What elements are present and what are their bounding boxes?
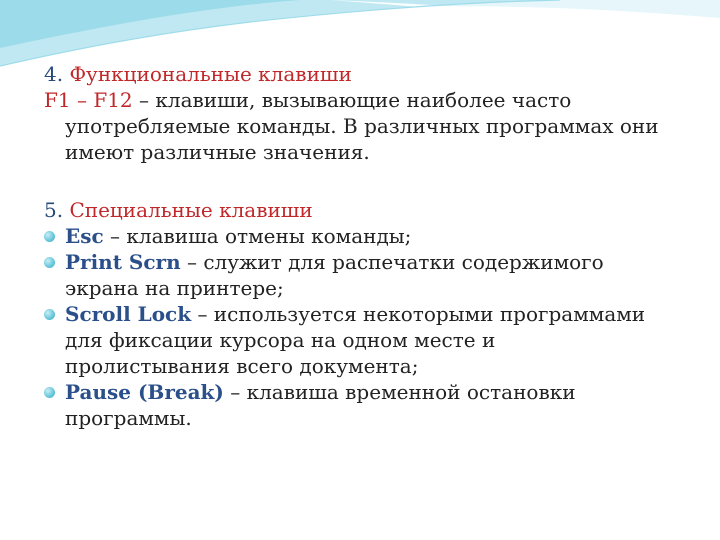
key-description-continued: экрана на принтере;: [65, 276, 284, 300]
bullet-icon: [44, 387, 55, 398]
section-4-line-1: [44, 87, 694, 113]
key-description: – клавиша временной остановки: [223, 380, 576, 404]
key-description-continued: программы.: [65, 406, 192, 430]
section-4-text-1: – клавиши, вызывающие наиболее часто: [132, 88, 572, 112]
list-item-print-scrn: [44, 249, 694, 275]
list-item-pause-break: [44, 379, 694, 405]
key-description: – служит для распечатки содержимого: [180, 250, 604, 274]
section-4-number: 4.: [44, 62, 64, 86]
key-term: Print Scrn: [65, 250, 181, 274]
section-spacer: [44, 165, 694, 197]
section-5-title: Специальные клавиши: [69, 198, 313, 222]
bullet-icon: [44, 309, 55, 320]
list-item-scroll-lock: [44, 301, 694, 327]
list-item-esc: [44, 223, 694, 249]
bullet-icon: [44, 257, 55, 268]
section-5-heading: [44, 197, 694, 223]
key-description-continued: пролистывания всего документа;: [65, 354, 419, 378]
key-description: – используется некоторыми программами: [191, 302, 646, 326]
bullet-icon: [44, 231, 55, 242]
section-4-heading: [44, 61, 694, 87]
key-term: Scroll Lock: [65, 302, 192, 326]
section-4-term: F1 – F12: [44, 88, 133, 112]
section-5-number: 5.: [44, 198, 64, 222]
key-term: Pause (Break): [65, 380, 224, 404]
section-4-line-3: имеют различные значения.: [65, 140, 370, 164]
key-term: Esc: [65, 224, 104, 248]
slide-content: [44, 61, 694, 431]
section-4-title: Функциональные клавиши: [69, 62, 352, 86]
section-4-line-2: употребляемые команды. В различных программах они: [65, 114, 659, 138]
key-description-continued: для фиксации курсора на одном месте и: [65, 328, 496, 352]
key-description: – клавиша отмены команды;: [103, 224, 412, 248]
